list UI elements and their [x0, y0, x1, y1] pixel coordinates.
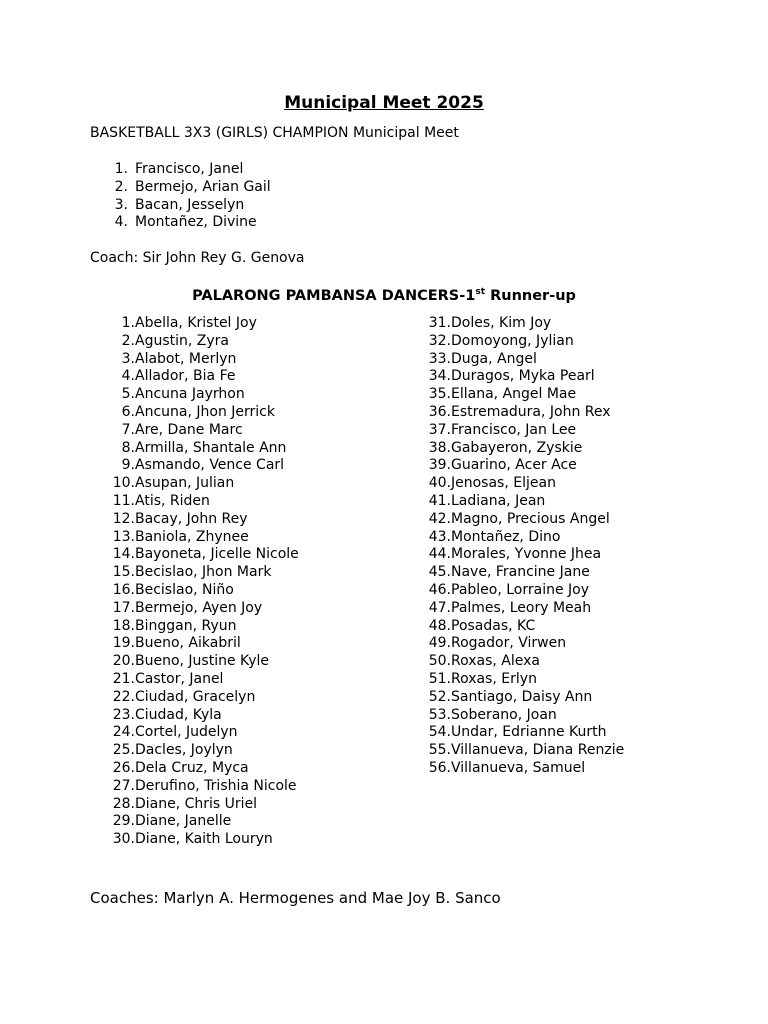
list-item-name: Baniola, Zhynee [135, 528, 249, 545]
list-item [428, 368, 624, 386]
list-item-name: Jenosas, Eljean [451, 475, 556, 492]
list-item-name: Pableo, Lorraine Joy [451, 581, 590, 598]
dancers-heading-tail: Runner-up [485, 287, 576, 304]
list-item [428, 546, 624, 564]
list-item-number: 56. [428, 759, 451, 776]
list-item [428, 457, 624, 475]
list-item-name: Ladiana, Jean [451, 492, 546, 509]
list-item-number: 9. [121, 457, 135, 474]
list-item [428, 440, 624, 458]
list-item-number: 29. [112, 813, 135, 830]
list-item-name: Duragos, Myka Pearl [451, 368, 595, 385]
list-item-number: 2. [121, 332, 135, 349]
list-item-number: 34. [428, 368, 451, 385]
list-item-number: 13. [112, 528, 135, 545]
list-item-number: 27. [112, 777, 135, 794]
list-item [428, 707, 624, 725]
list-item [110, 457, 299, 475]
list-item-number: 23. [112, 706, 135, 723]
list-item-name: Binggan, Ryun [135, 617, 237, 634]
list-item-name: Domoyong, Jylian [451, 332, 574, 349]
list-item [428, 724, 624, 742]
list-item-number: 4. [114, 214, 128, 231]
list-item-name: Diane, Chris Uriel [135, 795, 258, 812]
list-item-number: 48. [428, 617, 451, 634]
list-item-number: 50. [428, 653, 451, 670]
list-item [110, 179, 271, 197]
list-item-number: 14. [112, 546, 135, 563]
list-item [428, 404, 624, 422]
list-item-name: Bacay, John Rey [135, 510, 248, 527]
list-item-name: Roxas, Erlyn [451, 670, 537, 687]
list-item [428, 600, 624, 618]
list-item-name: Guarino, Acer Ace [451, 457, 577, 474]
list-item [110, 422, 299, 440]
list-item [428, 760, 624, 778]
list-item-number: 55. [428, 742, 451, 759]
list-item-number: 25. [112, 742, 135, 759]
basketball-roster [110, 161, 271, 232]
list-item [110, 635, 299, 653]
list-item [110, 511, 299, 529]
list-item-number: 52. [428, 688, 451, 705]
list-item-name: Cortel, Judelyn [135, 724, 238, 741]
list-item [428, 315, 624, 333]
list-item-number: 16. [112, 581, 135, 598]
list-item-number: 12. [112, 510, 135, 527]
list-item [110, 493, 299, 511]
list-item-name: Bermejo, Ayen Joy [135, 599, 263, 616]
list-item-number: 35. [428, 386, 451, 403]
list-item-number: 53. [428, 706, 451, 723]
list-item [110, 831, 299, 849]
list-item [428, 529, 624, 547]
list-item-number: 24. [112, 724, 135, 741]
list-item [110, 671, 299, 689]
list-item-number: 38. [428, 439, 451, 456]
list-item-name: Dacles, Joylyn [135, 742, 233, 759]
list-item [110, 214, 271, 232]
list-item-name: Becislao, Jhon Mark [135, 564, 272, 581]
list-item-name: Asupan, Julian [135, 475, 235, 492]
list-item [110, 315, 299, 333]
list-item-number: 15. [112, 564, 135, 581]
list-item-number: 3. [121, 350, 135, 367]
list-item-name: Ellana, Angel Mae [451, 386, 577, 403]
list-item-name: Roxas, Alexa [451, 653, 540, 670]
list-item-name: Doles, Kim Joy [451, 315, 552, 331]
list-item [110, 564, 299, 582]
list-item [428, 511, 624, 529]
list-item [110, 724, 299, 742]
list-item [428, 582, 624, 600]
list-item [110, 653, 299, 671]
basketball-heading: BASKETBALL 3X3 (GIRLS) CHAMPION Municipal Meet [90, 125, 459, 141]
list-item [110, 386, 299, 404]
list-item [110, 618, 299, 636]
list-item [428, 618, 624, 636]
list-item [110, 582, 299, 600]
list-item-number: 45. [428, 564, 451, 581]
list-item [110, 600, 299, 618]
list-item-number: 33. [428, 350, 451, 367]
list-item-number: 49. [428, 635, 451, 652]
list-item-name: Castor, Janel [135, 670, 224, 687]
list-item-name: Atis, Riden [135, 492, 210, 509]
list-item-name: Allador, Bia Fe [135, 368, 236, 385]
list-item-number: 51. [428, 670, 451, 687]
list-item-number: 10. [112, 475, 135, 492]
list-item-number: 20. [112, 653, 135, 670]
list-item [110, 351, 299, 369]
dancers-heading [0, 287, 768, 304]
list-item-name: Bueno, Aikabril [135, 635, 241, 652]
list-item-number: 43. [428, 528, 451, 545]
list-item-name: Montañez, Dino [451, 528, 561, 545]
dancers-heading-ordinal: st [475, 287, 486, 297]
list-item [428, 671, 624, 689]
list-item-name: Magno, Precious Angel [451, 510, 610, 527]
page-title: Municipal Meet 2025 [284, 93, 484, 113]
list-item [428, 742, 624, 760]
list-item-name: Ancuna Jayrhon [135, 386, 245, 403]
list-item-number: 54. [428, 724, 451, 741]
list-item-name: Francisco, Janel [135, 161, 244, 177]
list-item-name: Soberano, Joan [451, 706, 557, 723]
dancers-heading-main: PALARONG PAMBANSA DANCERS-1 [192, 287, 476, 304]
list-item-number: 6. [121, 403, 135, 420]
list-item [428, 493, 624, 511]
list-item-number: 11. [112, 492, 135, 509]
list-item-number: 30. [112, 831, 135, 848]
list-item [428, 386, 624, 404]
list-item-name: Santiago, Daisy Ann [451, 688, 593, 705]
list-item-number: 5. [121, 386, 135, 403]
dancers-coaches: Coaches: Marlyn A. Hermogenes and Mae Joy B. Sanco [90, 889, 501, 907]
list-item [110, 813, 299, 831]
list-item-number: 17. [112, 599, 135, 616]
list-item-name: Abella, Kristel Joy [135, 315, 257, 331]
list-item-number: 31. [428, 315, 451, 331]
list-item-number: 19. [112, 635, 135, 652]
list-item-name: Becislao, Niño [135, 581, 234, 598]
list-item-name: Bayoneta, Jicelle Nicole [135, 546, 299, 563]
list-item-name: Bueno, Justine Kyle [135, 653, 269, 670]
list-item [110, 689, 299, 707]
list-item-name: Bacan, Jesselyn [135, 196, 245, 213]
list-item-name: Derufino, Trishia Nicole [135, 777, 297, 794]
list-item [428, 564, 624, 582]
list-item-number: 47. [428, 599, 451, 616]
list-item-number: 3. [114, 196, 128, 213]
list-item-name: Gabayeron, Zyskie [451, 439, 583, 456]
list-item-name: Villanueva, Diana Renzie [451, 742, 625, 759]
list-item-number: 32. [428, 332, 451, 349]
list-item-number: 4. [121, 368, 135, 385]
list-item-name: Ancuna, Jhon Jerrick [135, 403, 275, 420]
list-item-name: Dela Cruz, Myca [135, 759, 249, 776]
list-item-name: Bermejo, Arian Gail [135, 178, 271, 195]
list-item-name: Duga, Angel [451, 350, 537, 367]
list-item-name: Diane, Kaith Louryn [135, 831, 273, 848]
list-item [110, 707, 299, 725]
list-item-name: Estremadura, John Rex [451, 403, 611, 420]
list-item-name: Morales, Yvonne Jhea [451, 546, 602, 563]
list-item-name: Ciudad, Gracelyn [135, 688, 256, 705]
list-item [110, 161, 271, 179]
list-item [428, 333, 624, 351]
list-item-number: 40. [428, 475, 451, 492]
list-item [110, 778, 299, 796]
list-item [110, 333, 299, 351]
list-item-number: 22. [112, 688, 135, 705]
list-item-number: 2. [114, 178, 128, 195]
list-item-name: Villanueva, Samuel [451, 759, 586, 776]
list-item-name: Armilla, Shantale Ann [135, 439, 287, 456]
list-item-number: 1. [121, 315, 135, 331]
list-item-number: 46. [428, 581, 451, 598]
list-item-number: 18. [112, 617, 135, 634]
list-item-name: Rogador, Virwen [451, 635, 567, 652]
list-item-number: 8. [121, 439, 135, 456]
list-item-name: Diane, Janelle [135, 813, 232, 830]
list-item-number: 42. [428, 510, 451, 527]
list-item-number: 37. [428, 421, 451, 438]
list-item-number: 44. [428, 546, 451, 563]
list-item [110, 742, 299, 760]
list-item [428, 475, 624, 493]
list-item [428, 689, 624, 707]
list-item [428, 422, 624, 440]
dancers-roster-column-2 [428, 315, 624, 778]
list-item-number: 39. [428, 457, 451, 474]
list-item [110, 475, 299, 493]
list-item-name: Alabot, Merlyn [135, 350, 237, 367]
list-item [110, 197, 271, 215]
list-item-name: Undar, Edrianne Kurth [451, 724, 607, 741]
list-item [428, 635, 624, 653]
list-item-number: 1. [114, 161, 128, 177]
list-item [110, 529, 299, 547]
basketball-coach: Coach: Sir John Rey G. Genova [90, 250, 305, 266]
list-item-name: Nave, Francine Jane [451, 564, 590, 581]
dancers-roster-column-1 [110, 315, 299, 849]
list-item-number: 41. [428, 492, 451, 509]
list-item [110, 404, 299, 422]
list-item-number: 28. [112, 795, 135, 812]
list-item [110, 440, 299, 458]
list-item-number: 7. [121, 421, 135, 438]
list-item-number: 36. [428, 403, 451, 420]
list-item [110, 796, 299, 814]
list-item [110, 546, 299, 564]
list-item-name: Posadas, KC [451, 617, 536, 634]
list-item-name: Francisco, Jan Lee [451, 421, 577, 438]
list-item-name: Ciudad, Kyla [135, 706, 222, 723]
list-item [428, 351, 624, 369]
list-item-name: Palmes, Leory Meah [451, 599, 592, 616]
list-item-name: Agustin, Zyra [135, 332, 229, 349]
list-item-name: Montañez, Divine [135, 214, 257, 231]
list-item-number: 21. [112, 670, 135, 687]
list-item [110, 368, 299, 386]
list-item-name: Are, Dane Marc [135, 421, 243, 438]
list-item [428, 653, 624, 671]
list-item-name: Asmando, Vence Carl [135, 457, 285, 474]
list-item [110, 760, 299, 778]
list-item-number: 26. [112, 759, 135, 776]
